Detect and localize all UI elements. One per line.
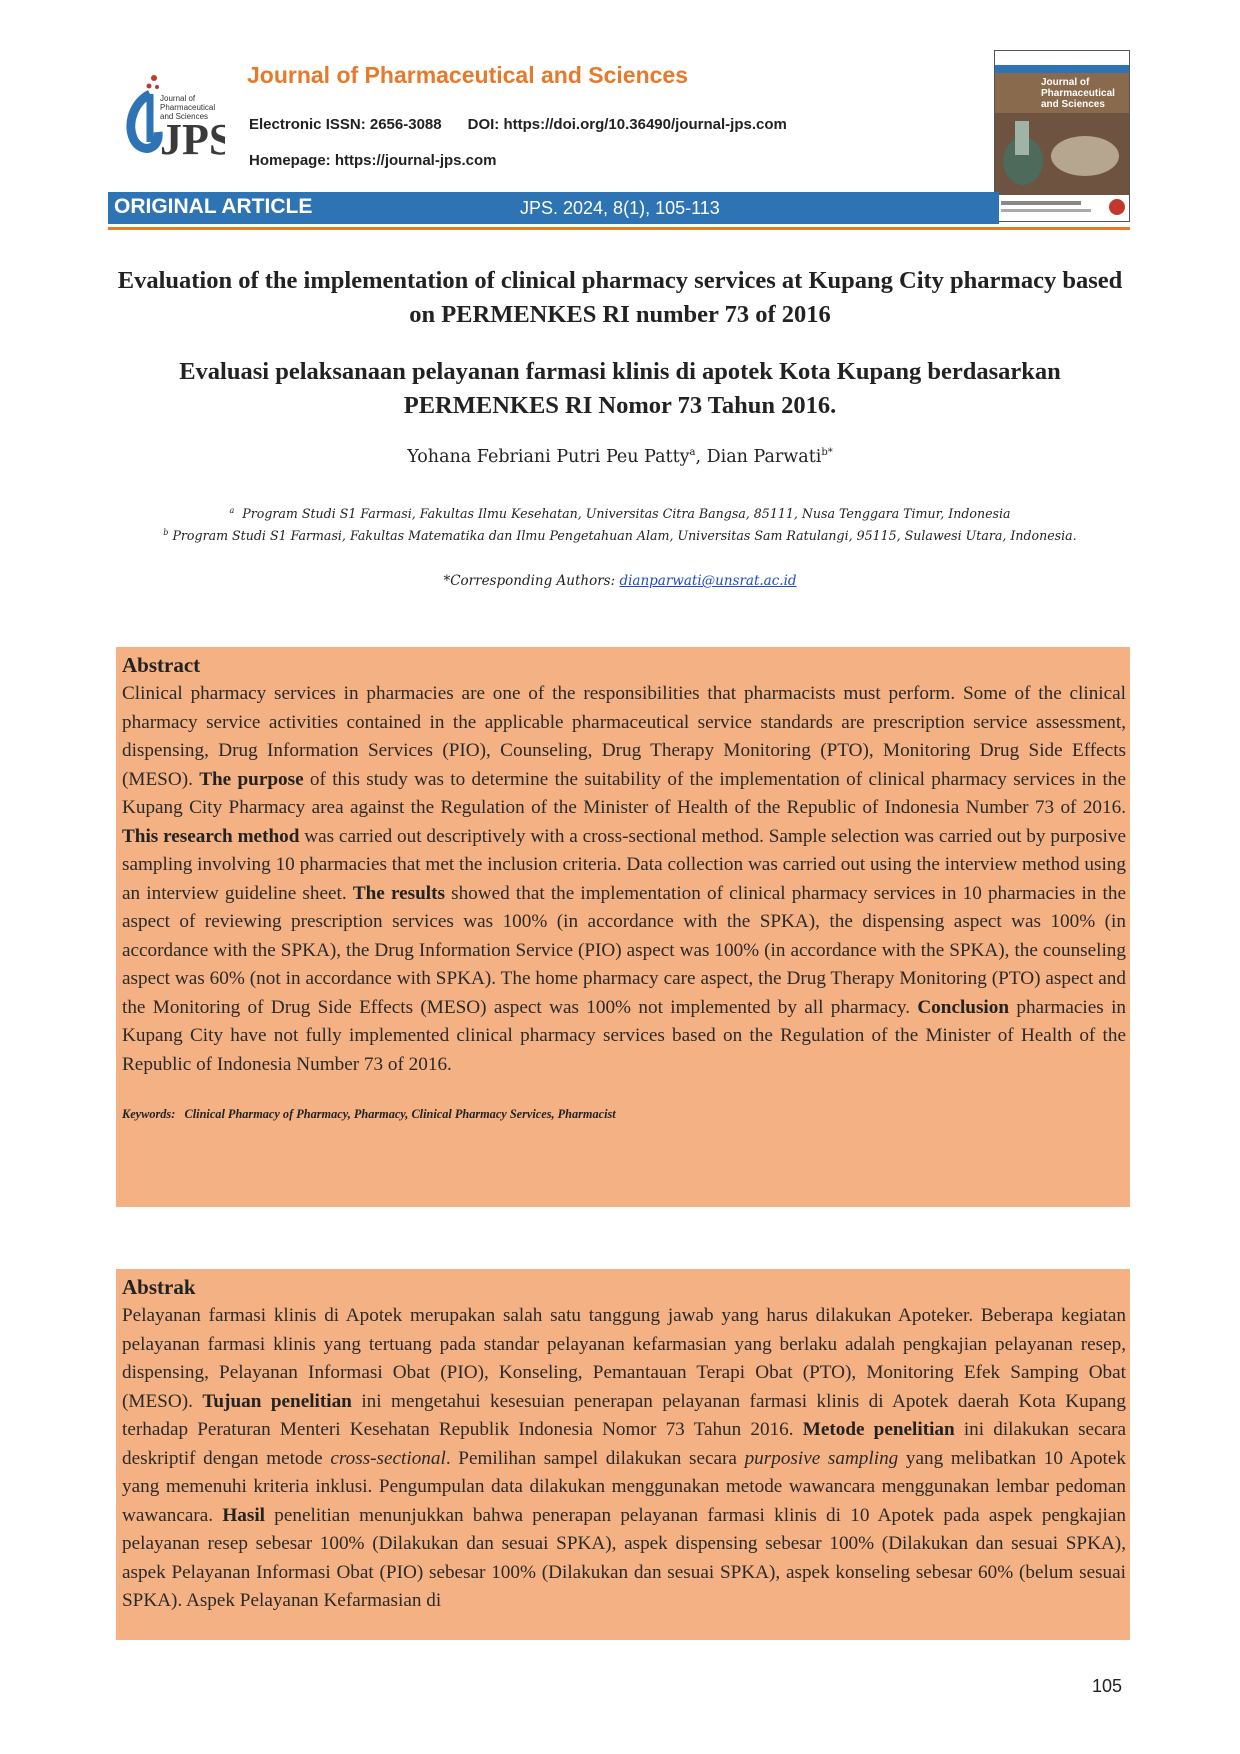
bold-phrase: Conclusion	[917, 996, 1010, 1018]
text-run: was carried out descriptively with a cross-sectional method. Sample selection was carried out by purposive sampling involving 10 pharmacies that met the inclusion criteria. Data collection was carried out using the interview method using an interview guideline sheet.	[122, 825, 1126, 904]
bold-phrase: The results	[352, 882, 445, 904]
issn-text: Electronic ISSN: 2656-3088	[249, 116, 442, 133]
affiliation-text: Program Studi S1 Farmasi, Fakultas Matematika dan Ilmu Pengetahuan Alam, Universitas Sam Ratulangi, 95115, Sulawesi Utara, Indonesia.	[172, 528, 1077, 544]
title-english: Evaluation of the implementation of clinical pharmacy services at Kupang City pharmacy based on PERMENKES RI number 73 of 2016	[117, 267, 1123, 328]
text-run: pharmacies in Kupang City have not fully implemented clinical pharmacy services based on the Regulation of the Minister of Health of the Republic of Indonesia Number 73 of 2016.	[122, 996, 1126, 1075]
doi-text[interactable]: DOI: https://doi.org/10.36490/journal-jps.com	[467, 116, 787, 133]
keywords-label: Keywords	[122, 1107, 172, 1121]
abstrak-body	[122, 1302, 1126, 1616]
bold-phrase: This research method	[122, 825, 300, 847]
affiliation-mark: b	[163, 528, 169, 537]
text-run: Pelayanan farmasi klinis di Apotek merupakan salah satu tanggung jawab yang harus dilakukan Apoteker. Beberapa kegiatan pelayanan farmasi klinis yang tertuang pada standar pelayanan kefarmasian yang berlaku adalah pengkajian pelayanan resep, dispensing, Pelayanan Informasi Obat (PIO), Konseling, Pemantauan Terapi Obat (PTO), Monitoring Efek Samping Obat (MESO).	[122, 1305, 1126, 1412]
author-mark: b*	[821, 447, 833, 459]
journal-title: Journal of Pharmaceutical and Sciences	[247, 62, 688, 88]
bold-phrase: Hasil	[222, 1504, 265, 1526]
italic-phrase: purposive sampling	[744, 1447, 899, 1469]
logo-text: JPS	[160, 115, 225, 162]
corresponding-author	[110, 573, 1130, 589]
abstract-body	[122, 680, 1126, 1079]
text-run: Clinical pharmacy services in pharmacies are one of the responsibilities that pharmacists must perform. Some of the clinical pharmacy service activities contained in the applicable pharmaceutical service standards are prescription service assessment, dispensing, Drug Information Services (PIO), Counseling, Drug Therapy Monitoring (PTO), Monitoring Drug Side Effects (MESO).	[122, 683, 1126, 790]
cover-title: Journal of Pharmaceutical and Sciences	[1041, 77, 1115, 110]
author-name: Dian Parwati	[706, 447, 822, 467]
article-type: ORIGINAL ARTICLE	[114, 195, 313, 218]
italic-phrase: cross-sectional	[330, 1447, 446, 1469]
title-indonesian: Evaluasi pelaksanaan pelayanan farmasi klinis di apotek Kota Kupang berdasarkan PERMENKES RI Nomor 73 Tahun 2016.	[179, 358, 1061, 419]
author-name: Yohana Febriani Putri Peu Patty	[407, 447, 690, 467]
keywords-line: Keywords: Clinical Pharmacy of Pharmacy, Pharmacy, Clinical Pharmacy Services, Pharmacist	[122, 1107, 616, 1121]
bold-phrase: Metode penelitian	[802, 1419, 955, 1440]
text-run: yang melibatkan 10 Apotek yang memenuhi kriteria inklusi. Pengumpulan data dilakukan menggunakan metode wawancara menggunakan lembar pedoman wawancara.	[122, 1447, 1126, 1526]
affiliation-a	[110, 506, 1130, 521]
text-run: ini dilakukan secara deskriptif dengan metode	[122, 1419, 1126, 1469]
text-run: of this study was to determine the suitability of the implementation of clinical pharmacy services in the Kupang City Pharmacy area against the Regulation of the Minister of Health of the Republic of Indonesia Number 73 of 2016.	[122, 768, 1126, 818]
article-banner	[108, 192, 999, 224]
abstrak-box	[116, 1269, 1130, 1640]
journal-cover-image	[994, 50, 1130, 222]
bold-phrase: Tujuan penelitian	[202, 1390, 352, 1412]
author-list: Yohana Febriani Putri Peu Patty$^a$, Dian Parwati$^{b*}$	[407, 447, 833, 467]
text-run: . Pemilihan sampel dilakukan secara	[445, 1447, 745, 1469]
text-run: ini mengetahui kesesuian penerapan pelayanan farmasi klinis di Apotek daerah Kota Kupang terhadap Peraturan Menteri Kesehatan Republik Indonesia Nomor 73 Tahun 2016.	[122, 1390, 1126, 1440]
bold-phrase: The purpose	[199, 768, 304, 790]
issn-doi-line	[249, 116, 787, 133]
article-citation: JPS. 2024, 8(1), 105-113	[520, 198, 720, 218]
affiliation-mark: a	[229, 506, 235, 515]
journal-logo	[120, 72, 225, 162]
page-number: 105	[1092, 1676, 1123, 1696]
abstrak-heading: Abstrak	[122, 1275, 196, 1299]
affiliation-b	[110, 528, 1130, 543]
abstract-heading: Abstract	[122, 653, 201, 677]
keywords-values: Clinical Pharmacy of Pharmacy, Pharmacy, Clinical Pharmacy Services, Pharmacist	[184, 1107, 616, 1121]
text-run: showed that the implementation of clinical pharmacy services in 10 pharmacies in the aspect of reviewing prescription services was 100% (in accordance with the SPKA), the dispensing aspect was 100% (in accordance with the SPKA), the Drug Information Service (PIO) aspect was 100% (in accordance with the SPKA), the counseling aspect was 60% (not in accordance with SPKA). The home pharmacy care aspect, the Drug Therapy Monitoring (PTO) aspect and the Monitoring of Drug Side Effects (MESO) aspect was 100% not implemented by all pharmacy.	[122, 882, 1126, 1018]
affiliation-text: Program Studi S1 Farmasi, Fakultas Ilmu Kesehatan, Universitas Citra Bangsa, 85111, Nusa Tenggara Timur, Indonesia	[242, 506, 1011, 522]
text-run: penelitian menunjukkan bahwa penerapan pelayanan farmasi klinis di 10 Apotek pada aspek pengkajian pelayanan resep sebesar 100% (Dilakukan dan sesuai SPKA), aspek dispensing sebesar 100% (Dilakukan dan sesuai SPKA), aspek Pelayanan Informasi Obat (PIO) sebesar 100% (Dilakukan dan sesuai SPKA), aspek konseling sebesar 60% (belum sesuai SPKA). Aspek Pelayanan Kefarmasian di	[122, 1504, 1126, 1611]
logo-caption: Journal of Pharmaceutical and Sciences	[160, 94, 216, 121]
corresponding-email-link[interactable]: dianparwati@unsrat.ac.id	[619, 573, 797, 589]
author-mark: a	[689, 447, 696, 459]
corresponding-label: *Corresponding Authors:	[443, 573, 620, 589]
abstract-box	[116, 647, 1130, 1207]
header-divider	[108, 227, 1130, 230]
homepage-text[interactable]: Homepage: https://journal-jps.com	[249, 152, 497, 169]
